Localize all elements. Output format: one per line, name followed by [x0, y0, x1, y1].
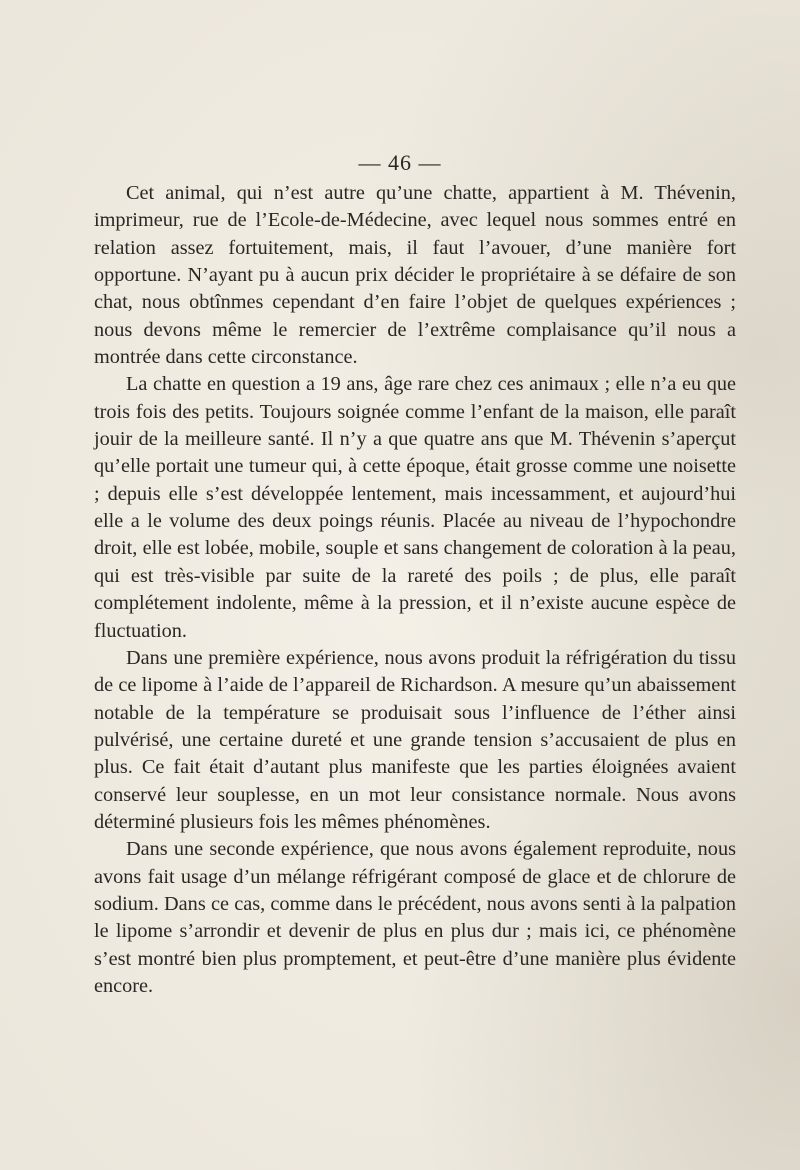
paragraph-3: Dans une première expérience, nous avons produit la réfrigération du tissu de ce lipome à l’aide de l’appareil de Richardson. A mesure qu’un abaissement notable de la température se produisait sous l’influence de l’éther ainsi pulvérisé, une certaine dureté et une grande tension s’accusaient de plus en plus. Ce fait était d’autant plus manifeste que les parties éloignées avaient conservé leur souplesse, en un mot leur consistance normale. Nous avons déterminé plusieurs fois les mêmes phénomènes.: [94, 646, 736, 833]
page-number: — 46 —: [358, 150, 442, 175]
paragraph-2: La chatte en question a 19 ans, âge rare chez ces animaux ; elle n’a eu que trois fois des petits. Toujours soignée comme l’enfant de la maison, elle paraît jouir de la meilleure santé. Il n’y a que quatre ans que M. Thévenin s’aperçut qu’elle portait une tumeur qui, à cette époque, était grosse comme une noisette ; depuis elle s’est développée lentement, mais incessamment, et aujourd’hui elle a le volume des deux poings réunis. Placée au niveau de l’hypochondre droit, elle est lobée, mobile, souple et sans changement de coloration à la peau, qui est très-visible par suite de la rareté des poils ; de plus, elle paraît complétement indolente, même à la pression, et il n’existe aucune espèce de fluctuation.: [94, 373, 736, 642]
body-text: [94, 180, 736, 1000]
paragraph-4: Dans une seconde expérience, que nous avons également reproduite, nous avons fait usage d’un mélange réfrigérant composé de glace et de chlorure de sodium. Dans ce cas, comme dans le précédent, nous avons senti à la palpation le lipome s’arrondir et devenir de plus en plus dur ; mais ici, ce phénomène s’est montré bien plus promptement, et peut-être d’une manière plus évidente encore.: [94, 838, 736, 997]
paragraph-1: Cet animal, qui n’est autre qu’une chatte, appartient à M. Thévenin, imprimeur, rue de l’Ecole-de-Médecine, avec lequel nous sommes entré en relation assez fortuitement, mais, il faut l’avouer, d’une manière fort opportune. N’ayant pu à aucun prix décider le propriétaire à se défaire de son chat, nous obtînmes cependant d’en faire l’objet de quelques expériences ; nous devons même le remercier de l’extrême complaisance qu’il nous a montrée dans cette circonstance.: [94, 182, 736, 369]
